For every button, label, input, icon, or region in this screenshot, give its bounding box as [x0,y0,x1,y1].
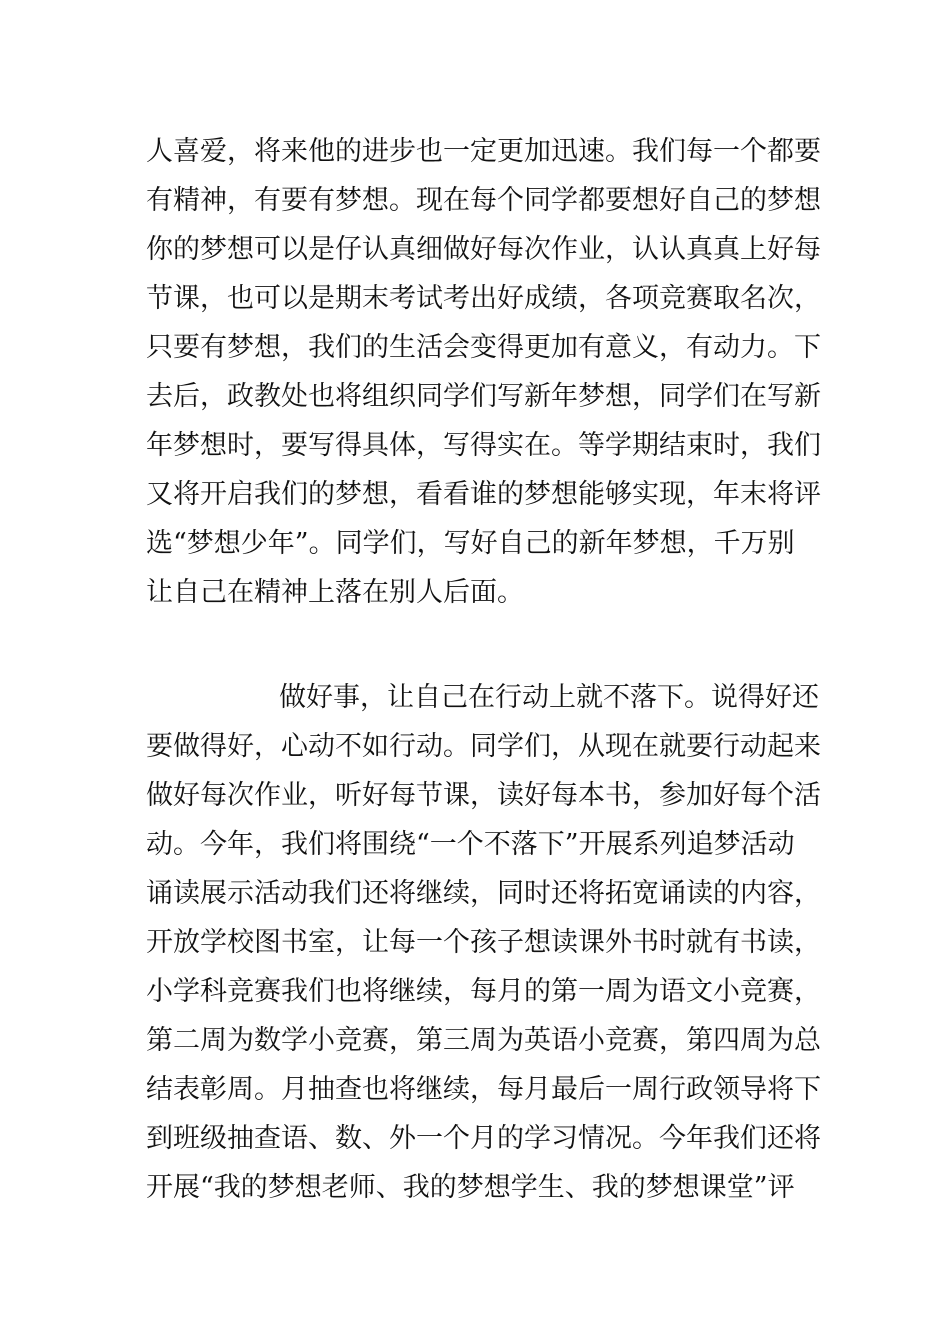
paragraph-action [146,673,821,1212]
text-line: 人喜爱，将来他的进步也一定更加迅速。我们每一个都要 [146,136,821,167]
text-line: 节课，也可以是期末考试考出好成绩，各项竞赛取名次， [146,283,821,314]
text-line: 去后，政教处也将组织同学们写新年梦想，同学们在写新 [146,381,821,412]
text-line: 诵读展示活动我们还将继续，同时还将拓宽诵读的内容， [146,878,821,909]
text-line: 结表彰周。月抽查也将继续，每月最后一周行政领导将下 [146,1074,821,1105]
text-line: 有精神，有要有梦想。现在每个同学都要想好自己的梦想 [146,185,821,216]
text-line: 年梦想时，要写得具体，写得实在。等学期结束时，我们 [146,430,821,461]
text-line: 你的梦想可以是仔认真细做好每次作业，认认真真上好每 [146,234,821,265]
text-line: 只要有梦想，我们的生活会变得更加有意义，有动力。下 [146,332,821,363]
text-line: 动。今年，我们将围绕“一个不落下”开展系列追梦活动 [146,829,795,860]
text-line: 选“梦想少年”。同学们，写好自己的新年梦想，千万别 [146,528,795,559]
text-line: 让自己在精神上落在别人后面。 [146,577,524,608]
text-line: 做好每次作业，听好每节课，读好每本书，参加好每个活 [146,780,821,811]
text-line: 小学科竞赛我们也将继续，每月的第一周为语文小竞赛， [146,976,821,1007]
text-line: 第二周为数学小竞赛，第三周为英语小竞赛，第四周为总 [146,1025,821,1056]
text-line-indented: 做好事，让自己在行动上就不落下。说得好还 [279,682,819,713]
text-line: 到班级抽查语、数、外一个月的学习情况。今年我们还将 [146,1123,821,1154]
text-line: 又将开启我们的梦想，看看谁的梦想能够实现，年末将评 [146,479,821,510]
text-line: 开放学校图书室，让每一个孩子想读课外书时就有书读， [146,927,821,958]
text-line: 开展“我的梦想老师、我的梦想学生、我的梦想课堂”评 [146,1172,795,1203]
paragraph-dreams [146,127,821,617]
text-line: 要做得好，心动不如行动。同学们，从现在就要行动起来 [146,731,821,762]
